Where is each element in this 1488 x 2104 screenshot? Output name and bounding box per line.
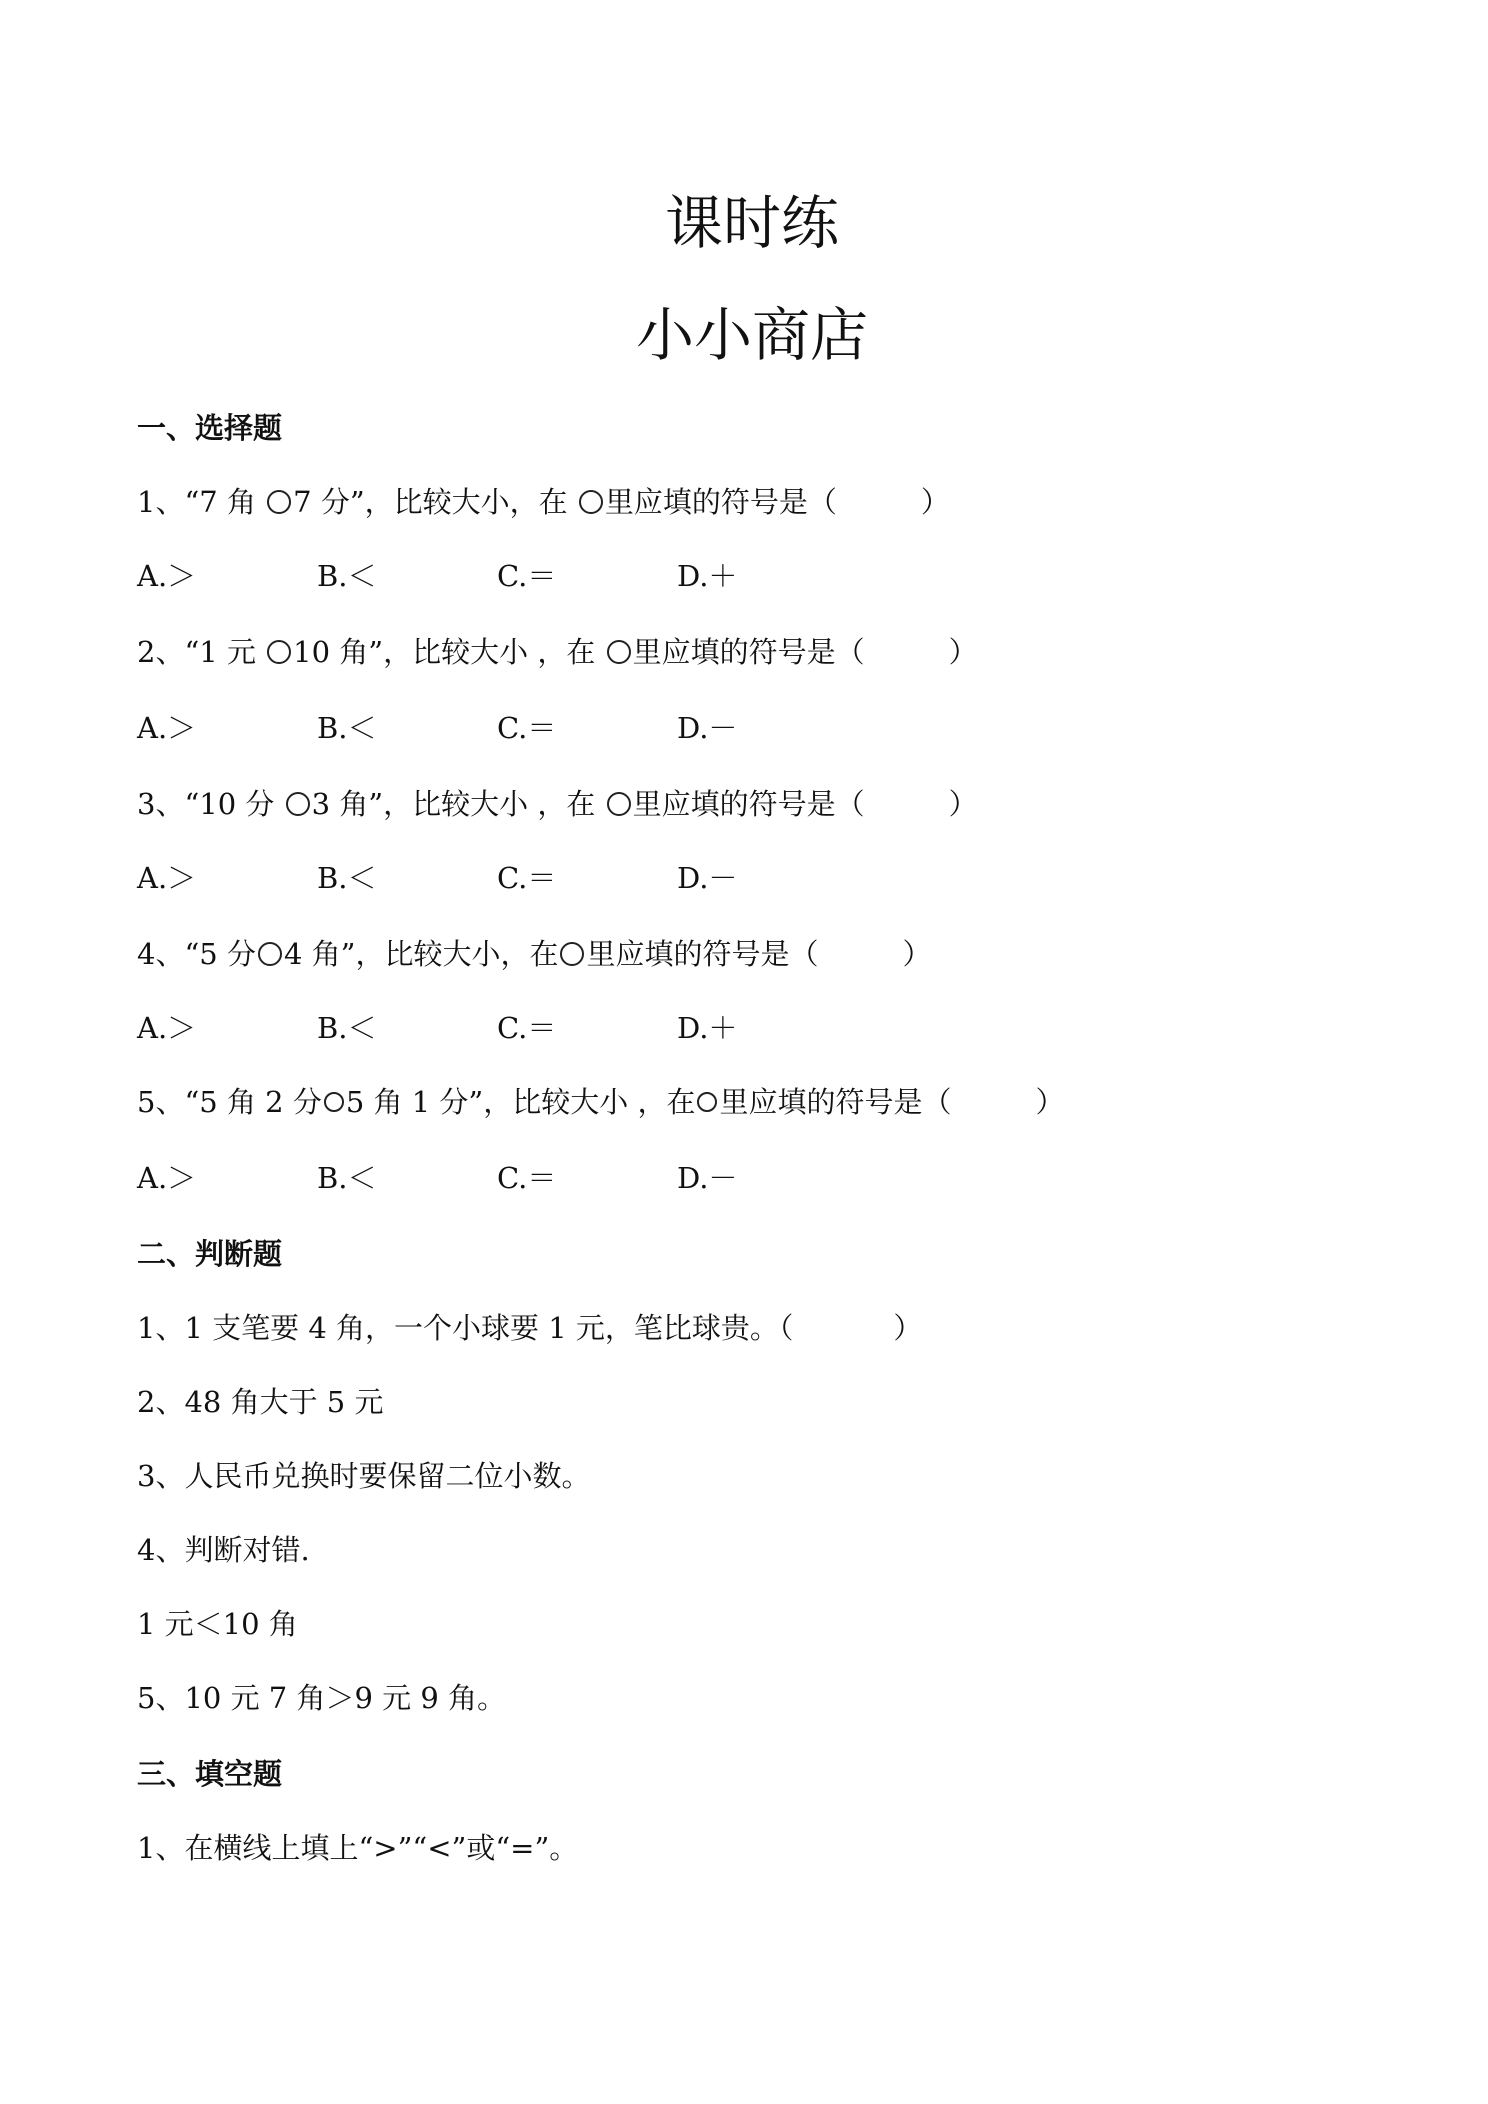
page-subtitle: 小小商店 bbox=[635, 301, 868, 369]
option-b[interactable]: B.＜ bbox=[317, 1011, 377, 1045]
section-heading-choice: 一、选择题 bbox=[137, 411, 283, 445]
option-a[interactable]: A.＞ bbox=[137, 1011, 197, 1045]
circle-blank-icon bbox=[697, 1092, 717, 1112]
judgment-question-5: 5、10 元 7 角＞9 元 9 角。 bbox=[137, 1681, 507, 1715]
circle-blank-icon bbox=[607, 792, 631, 816]
choice-question-2 bbox=[137, 634, 978, 670]
question-text: 4 角”，比较大小，在 bbox=[283, 937, 559, 971]
circle-blank-icon bbox=[267, 640, 291, 664]
option-c[interactable]: C.＝ bbox=[497, 711, 557, 745]
circle-blank-icon bbox=[286, 792, 310, 816]
choice-options-3 bbox=[137, 860, 1037, 896]
question-text: ） bbox=[948, 787, 978, 821]
question-text: 里应填的符号是（ bbox=[719, 1085, 952, 1119]
option-c[interactable]: C.＝ bbox=[497, 559, 557, 593]
option-d[interactable]: D.－ bbox=[677, 1161, 738, 1195]
question-text: 3 角”，比较大小 ，在 bbox=[311, 787, 605, 821]
option-c[interactable]: C.＝ bbox=[497, 1161, 557, 1195]
judgment-statement: 1 元＜10 角 bbox=[137, 1607, 298, 1641]
judgment-question-4: 4、判断对错. bbox=[137, 1533, 310, 1567]
question-text: ） bbox=[948, 635, 978, 669]
question-text: 2、“1 元 bbox=[137, 635, 266, 669]
option-d[interactable]: D.－ bbox=[677, 861, 738, 895]
choice-question-1 bbox=[137, 484, 950, 520]
question-text: ） bbox=[1035, 1085, 1065, 1119]
option-b[interactable]: B.＜ bbox=[317, 861, 377, 895]
circle-blank-icon bbox=[607, 640, 631, 664]
question-text: 10 角”，比较大小 ，在 bbox=[293, 635, 605, 669]
section-heading-fill: 三、填空题 bbox=[137, 1757, 283, 1791]
option-a[interactable]: A.＞ bbox=[137, 711, 197, 745]
choice-question-3 bbox=[137, 786, 978, 822]
choice-question-5 bbox=[137, 1084, 1064, 1120]
question-text: ） bbox=[902, 937, 932, 971]
section-heading-judgment: 二、判断题 bbox=[137, 1237, 283, 1271]
choice-options-5 bbox=[137, 1160, 1037, 1196]
choice-options-1 bbox=[137, 558, 1037, 594]
option-a[interactable]: A.＞ bbox=[137, 559, 197, 593]
question-text: 3、“10 分 bbox=[137, 787, 284, 821]
question-text: 5 角 1 分”，比较大小 ，在 bbox=[345, 1085, 696, 1119]
question-text: 4、“5 分 bbox=[137, 937, 256, 971]
choice-options-4 bbox=[137, 1010, 1037, 1046]
question-text: 里应填的符号是（ bbox=[586, 937, 819, 971]
judgment-question-3: 3、人民币兑换时要保留二位小数。 bbox=[137, 1459, 591, 1493]
question-text: ） bbox=[920, 485, 950, 519]
circle-blank-icon bbox=[267, 490, 291, 514]
choice-options-2 bbox=[137, 710, 1037, 746]
option-c[interactable]: C.＝ bbox=[497, 861, 557, 895]
choice-question-4 bbox=[137, 936, 931, 972]
judgment-question-1 bbox=[137, 1310, 922, 1346]
question-text: 1、1 支笔要 4 角，一个小球要 1 元，笔比球贵。（ bbox=[137, 1311, 794, 1345]
option-d[interactable]: D.＋ bbox=[677, 559, 738, 593]
question-text: ） bbox=[893, 1311, 923, 1345]
option-d[interactable]: D.＋ bbox=[677, 1011, 738, 1045]
judgment-question-2: 2、48 角大于 5 元 bbox=[137, 1385, 384, 1419]
option-c[interactable]: C.＝ bbox=[497, 1011, 557, 1045]
question-text: 里应填的符号是（ bbox=[604, 485, 837, 519]
question-text: 1、“7 角 bbox=[137, 485, 266, 519]
question-text: 7 分”，比较大小，在 bbox=[293, 485, 577, 519]
question-text: 5、“5 角 2 分 bbox=[137, 1085, 322, 1119]
question-text: 里应填的符号是（ bbox=[632, 635, 865, 669]
option-b[interactable]: B.＜ bbox=[317, 1161, 377, 1195]
option-b[interactable]: B.＜ bbox=[317, 711, 377, 745]
circle-blank-icon bbox=[560, 942, 584, 966]
circle-blank-icon bbox=[258, 942, 282, 966]
option-d[interactable]: D.－ bbox=[677, 711, 738, 745]
page-title: 课时练 bbox=[664, 189, 839, 257]
circle-blank-icon bbox=[579, 490, 603, 514]
circle-blank-icon bbox=[324, 1092, 344, 1112]
option-a[interactable]: A.＞ bbox=[137, 1161, 197, 1195]
option-b[interactable]: B.＜ bbox=[317, 559, 377, 593]
fill-question-1: 1、在横线上填上“>”“<”或“=”。 bbox=[137, 1831, 579, 1865]
option-a[interactable]: A.＞ bbox=[137, 861, 197, 895]
question-text: 里应填的符号是（ bbox=[632, 787, 865, 821]
